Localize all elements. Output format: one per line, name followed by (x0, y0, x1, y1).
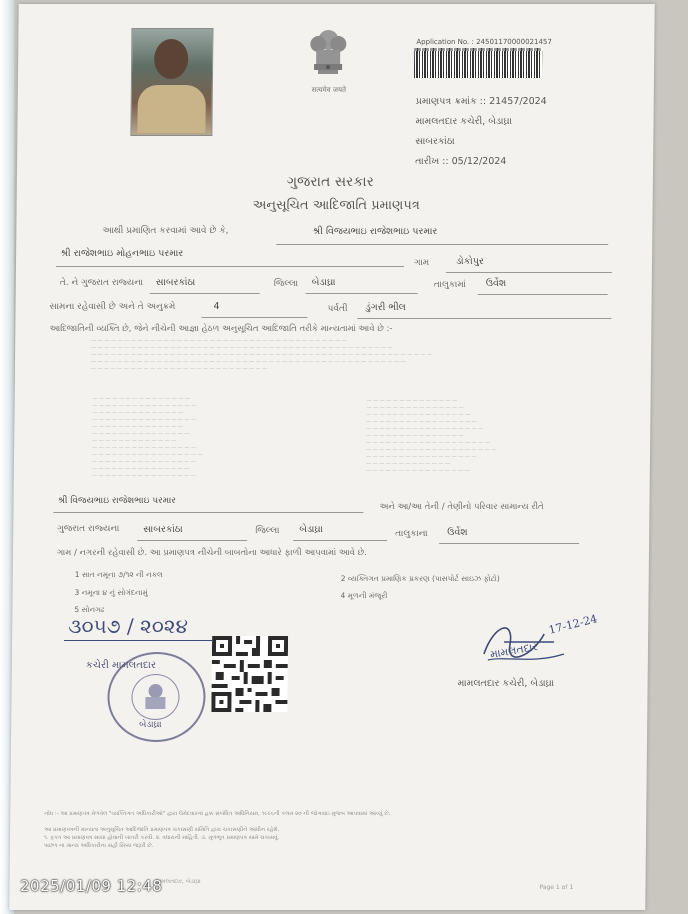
order-list-top: — — — — — — — — — — — — — — — — — — — — — — — — — — — — — — — — — — — — — — — — — — — — — — — — — — — — — — — — — — — — — — — — — — — — — — — — — — — — — — — — — — — — — — — — — — — — — — — — — — — — — — — — — — — — — — — — — — — — — — — — — — — — — — — — — — — — — — — — — — — — — — — — — — — — — — — — — — — — — — — — — — — — — — — — — — — — — — — — — — — — — — — — — — — — — — — — — — — — — — — — — — — — — — — — — — — — (90, 338, 433, 372)
village-clause: ગામ / નગરની રહેવાસી છે. આ પ્રમાણપત્ર નીચેની બાબતોના આધારે ફાળી આપવામાં આવે છે. (56, 548, 368, 558)
certificate-number: પ્રમાણપત્ર ક્રમાંક :: 21457/2024 (415, 96, 547, 107)
state-2: ગુજરાત રાજ્યના (57, 524, 120, 534)
seal-emblem-icon (132, 675, 178, 719)
note-item-1: 1 સાત નમૂના ૭/૧૨ ની નકલ (74, 570, 163, 579)
stamp-top-text: કચેરી મામલતદાર (85, 660, 157, 671)
tribe-name: ડુંગરી ભીલ (365, 302, 406, 313)
tribe-label: પર્વતી (327, 304, 348, 314)
issue-date: તારીખ :: 05/12/2024 (415, 156, 507, 167)
recognition-text: આદિજાતિની વ્યક્તિ છે, જેને નીચેની આજ્ઞા હેઠળ અનુસૂચિત આદિજાતિ તરીકે માન્યતામાં આવે છે :- (49, 324, 393, 334)
note-item-5: 5 સોનગઢ (74, 605, 105, 614)
handwritten-register-number: ૩૦૫૭ / ૨૦૨૪ (68, 614, 189, 638)
footer-notes (44, 810, 614, 850)
district-2: સાબરકાંઠા (143, 524, 183, 535)
residence-clause: અને આ/આ તેની / તેણીનો પરિવાર સામાન્ય રીતે (379, 502, 544, 512)
barcode (414, 48, 542, 78)
village-name: ડોકોપુર (455, 256, 484, 267)
footer-note-1: નોંધ :- આ પ્રમાણપત્ર મેળવેલ "વ્યક્તિગત અધિકારીઓ" દ્વારા ઉમેદવારનાં હક્ક સંબંધિત અધિનિયમ, ૧૯૯૬ની કલમ ૨૦ ની જોગવાઇ મુજબ આપવામાં આવ્યું છે. (44, 811, 391, 817)
barcode-number: Application No. : 24501170000021457 (416, 38, 552, 46)
photo-timestamp: 2025/01/09 12:48 (20, 877, 163, 895)
state-district: સાબરકાંઠા (155, 277, 196, 288)
verification-qr-code (211, 636, 288, 712)
taluka-label-2: તાલુકાના (395, 529, 428, 539)
footer-note-3: ૧. ફક્ત આ પ્રમાણપત્ર સાચા હોવાની ખાતરી કરવી. ૨. વધારાની માહિતી. ૩. મૂળભૂત પ્રમાણપત્ર સામે ચકાસવું. (43, 835, 280, 841)
note-item-4: 4 મૂળની મંજૂરી (340, 591, 388, 600)
taluka-2: બેડાઘ્રા (299, 524, 324, 535)
stamp-bottom-text: બેડાઘ્રા (139, 720, 162, 730)
father-name: શ્રી રાજેશભાઇ મોહનભાઇ પરમાર (60, 248, 184, 259)
applicant-photo (130, 28, 213, 136)
state-prefix: તે. ને ગુજરાત રાજ્યના (59, 278, 144, 288)
taluka-word: તાલુકામાં (433, 280, 466, 290)
taluka-place-2: ઉર્વેશ (447, 527, 468, 538)
footer-note-2: આ પ્રમાણપત્રની માન્યતા અનુસૂચિત આદિજાતિ પ્રમાણપત્ર ચકાસણી સમિતિ દ્વારા ચકાસણીને આધીન રહેશે. (44, 827, 280, 833)
order-list-left: — — — — — — — — — — — — — — — — — — — — — — — — — — — — — — — — — — — — — — — — — — — — — — — — — — — — — — — — — — — — — — — — — — — — — — — — — — — — — — — — — — — — — — — — — — — — — — — — — — — — — — — — — — — — — — — — — — — — — — — — — — — — — — — — — — — — — — — — — — — — — — — — — — — — — — — — — — — — — — — — — — — — — — — — — — — — — — — — — — — — — — — (91, 396, 203, 479)
note-item-3: 3 નમૂના ૪ નું સોગંદનામું (74, 588, 148, 597)
signature-role: મામલતદાર (489, 639, 539, 662)
signatory-office: મામલતદાર કચેરી, બેડાઘ્રા (457, 678, 555, 689)
entry-number: 4 (213, 301, 220, 312)
certificate-title: અનુસૂચિત આદિજાતિ પ્રમાણપત્ર (252, 198, 420, 213)
certificate-sheet (9, 4, 654, 910)
office-seal-stamp (85, 652, 206, 742)
note-item-2: 2 વ્યક્તિગત પ્રમાણિક પ્રકરણ (પાસપોર્ટ સાઇઝ ફોટો) (340, 574, 500, 583)
issuing-office: મામલતદાર કચેરી, બેડાઘ્રા (415, 116, 513, 127)
district-value: બેડાઘ્રા (311, 277, 336, 288)
footer-note-4: પાછળ ના માન્ય અધિકારીના સહી સિક્કા જરૂરી છે. (43, 843, 154, 849)
holder-name: શ્રી વિજયભાઇ રાજેશભાઇ પરમાર (312, 226, 438, 237)
emblem-caption: सत्यमेव जयते (311, 86, 347, 94)
district-label: જિલ્લા (273, 279, 299, 289)
district-label-2: જિલ્લા (255, 526, 280, 536)
taluka-place: ઉર્વેશ (485, 278, 507, 289)
cert-intro: આથી પ્રમાણિત કરવામાં આવે છે કે, (102, 226, 229, 236)
village-label: ગામ (413, 258, 430, 268)
signature-date: 17-12-24 (547, 612, 599, 637)
footer-bottom-right: Page 1 of 1 (539, 884, 574, 891)
government-title: ગુજરાત સરકાર (286, 174, 374, 190)
footer-bottom-left: મામલતદાર, બેડાઘ્રા (155, 878, 201, 885)
district-name: સાબરકાંઠા (415, 136, 455, 147)
order-list-right: — — — — — — — — — — — — — — — — — — — — — — — — — — — — — — — — — — — — — — — — — — — — — — — — — — — — — — — — — — — — — — — — — — — — — — — — — — — — — — — — — — — — — — — — — — — — — — — — — — — — — — — — — — — — — — — — — — — — — — — — — — — — — — — — — — — — — — — — — — — — — — — — — — — — — — — — — — — — — — — — — — — — — — — — — — — — — — — — — — — — (365, 398, 497, 474)
second-holder-name: શ્રી વિજયભાઇ રાજેશભાઇ પરમાર (57, 496, 177, 506)
national-emblem-icon (306, 20, 351, 86)
entry-prefix: સામના રહેવાસી છે અને તે અનુક્રમે (49, 302, 176, 312)
